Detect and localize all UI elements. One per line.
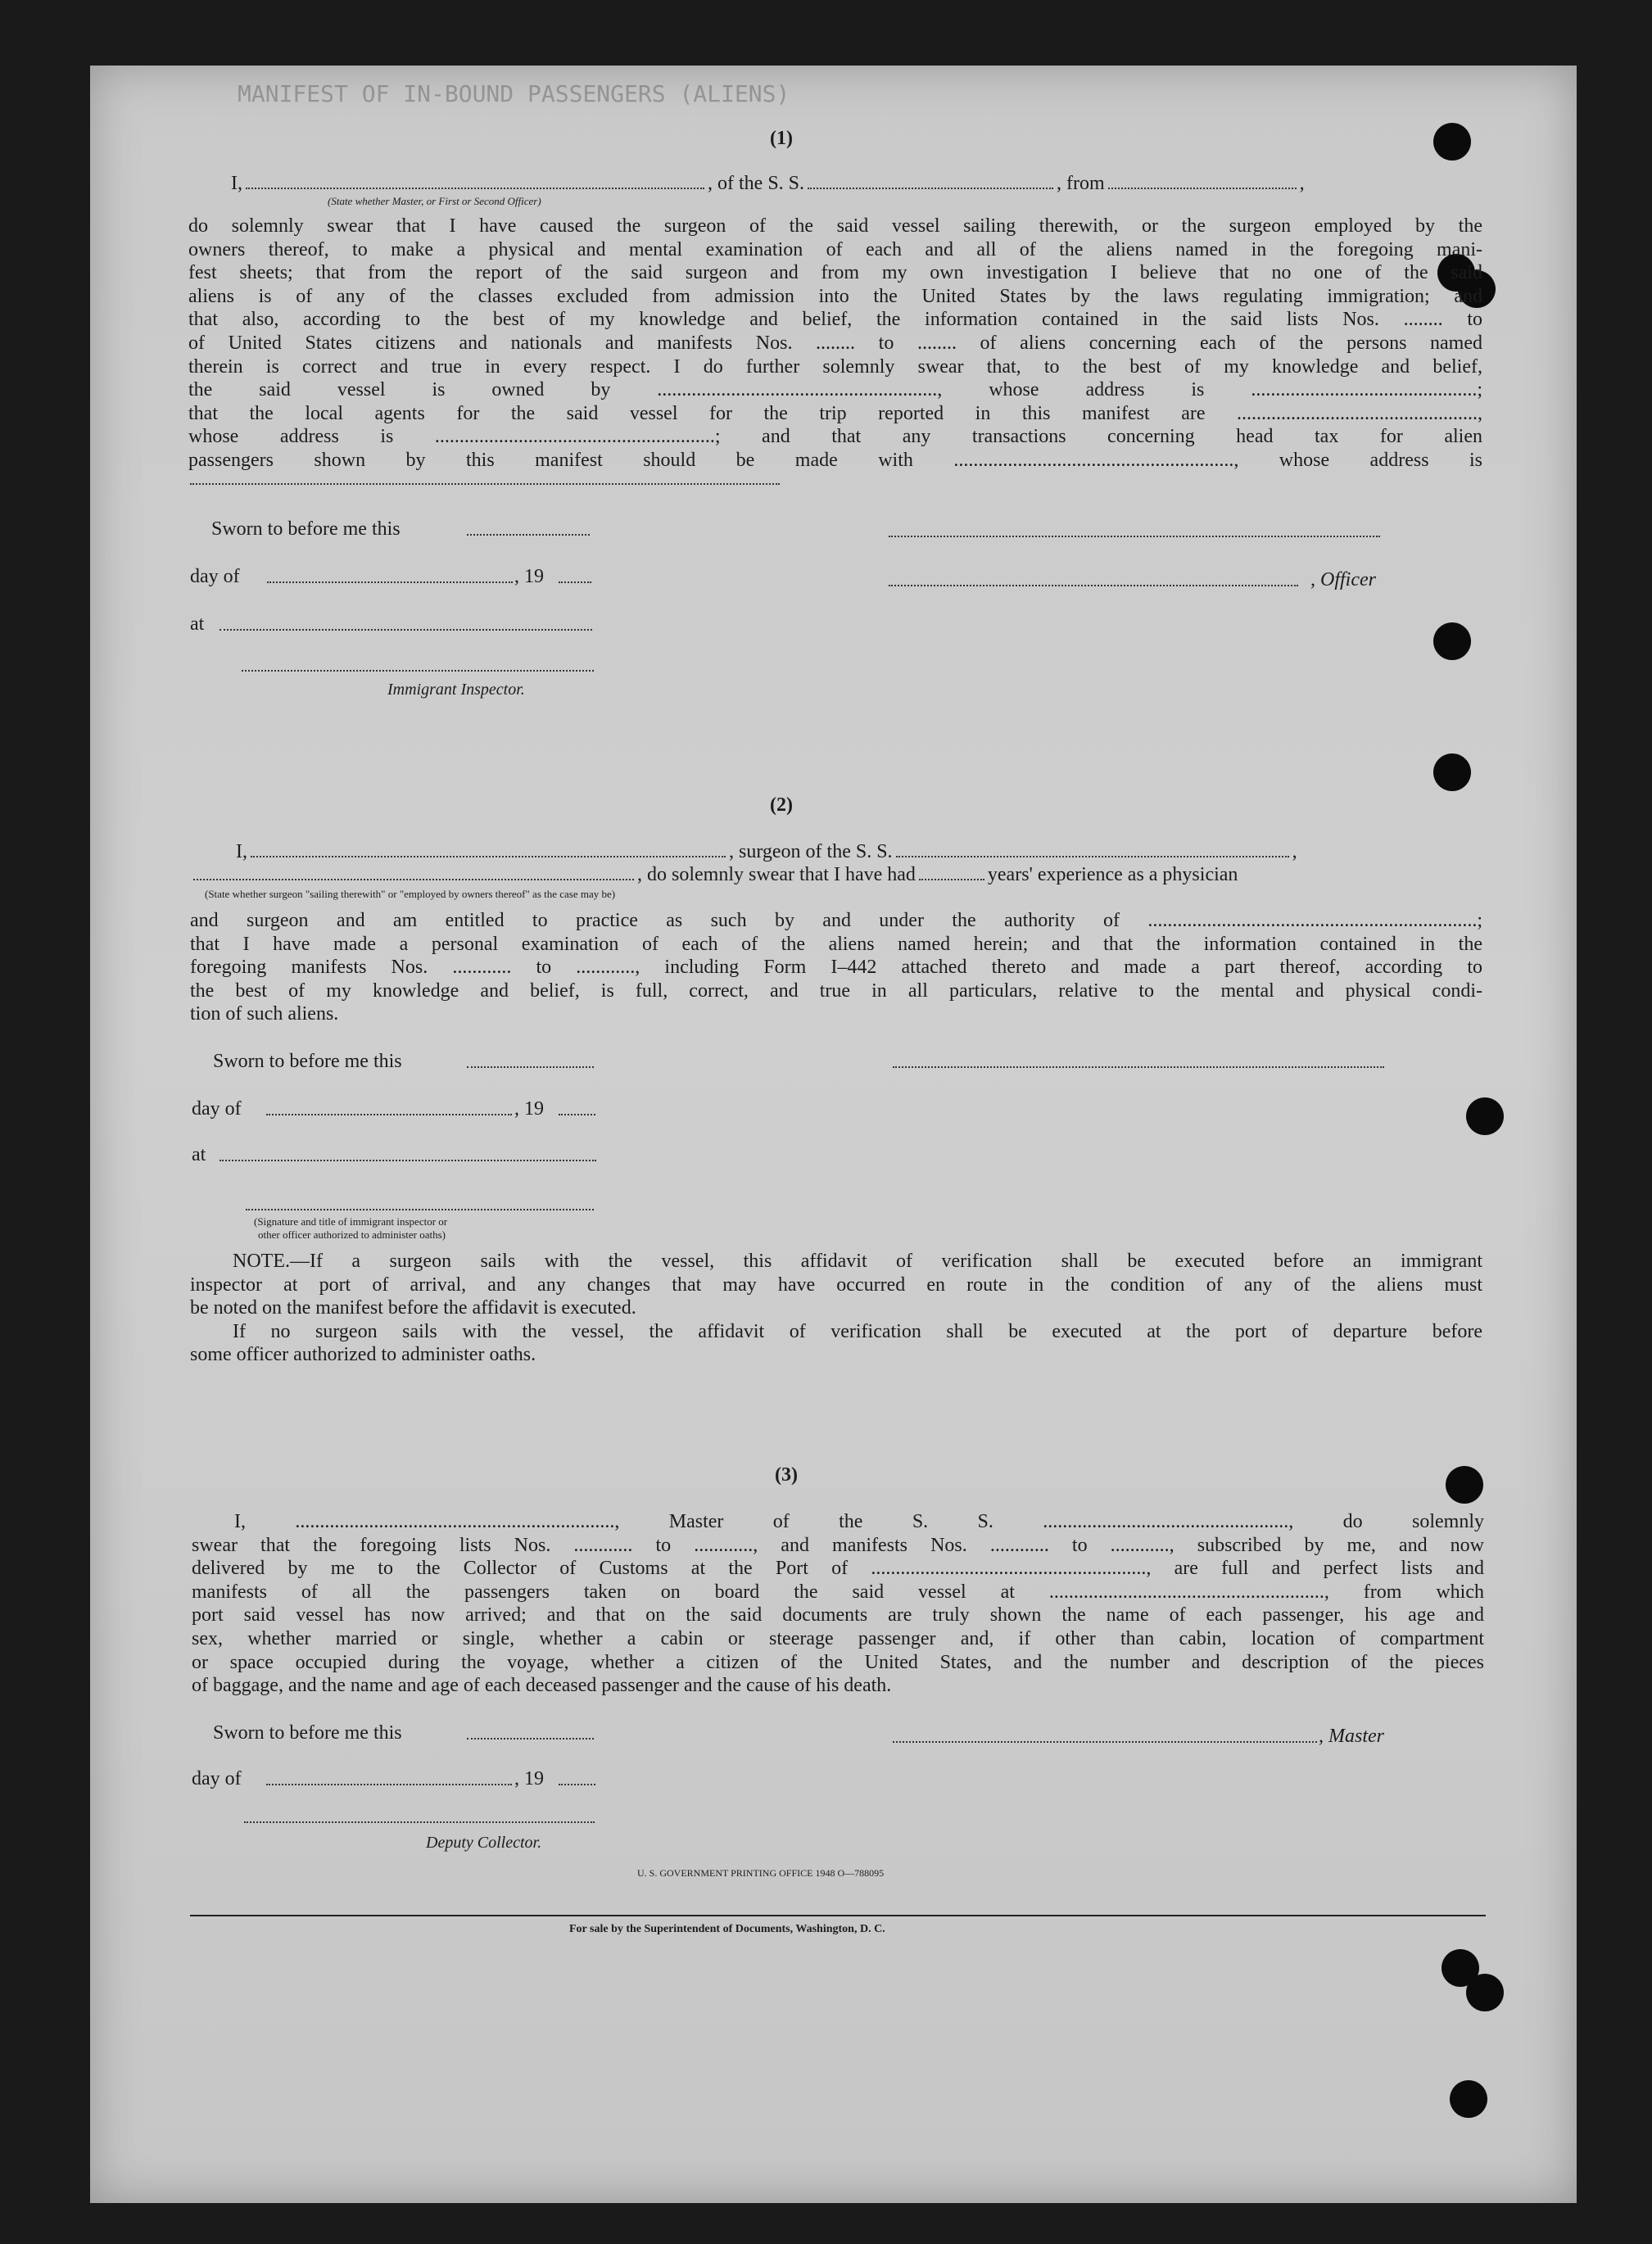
collector-label: Deputy Collector.: [426, 1834, 542, 1852]
of-ss-label: , of the S. S.: [708, 173, 805, 194]
year-field[interactable]: [559, 581, 591, 583]
sworn-date-field-3[interactable]: [467, 1738, 594, 1740]
binder-hole: [1466, 1974, 1504, 2011]
at-field-2[interactable]: [220, 1160, 596, 1161]
footer-rule: [190, 1915, 1486, 1916]
surgeon-vessel-field[interactable]: [896, 841, 1289, 857]
master-signature-field[interactable]: [893, 1741, 1317, 1743]
section-2-second-line: , do solemnly swear that I have had years' experience as a physician: [190, 863, 1238, 886]
surgeon-status-field[interactable]: [193, 864, 634, 880]
surgeon-caption: (State whether surgeon "sailing therewith" or "employed by owners thereof" as the case may be): [205, 888, 616, 900]
sworn-label-2: Sworn to before me this: [213, 1051, 402, 1072]
bleed-through: MANIFEST OF IN-BOUND PASSENGERS (ALIENS): [238, 80, 790, 107]
inspector-label: Immigrant Inspector.: [387, 681, 525, 699]
inspector-signature-field-2[interactable]: [246, 1209, 594, 1210]
officer-signature-field[interactable]: [889, 536, 1380, 537]
officer-label: , Officer: [1310, 569, 1376, 590]
year-field-2[interactable]: [559, 1114, 595, 1115]
address-field[interactable]: [190, 483, 780, 485]
day-of-field[interactable]: [267, 581, 513, 583]
year-label-2: , 19: [514, 1098, 544, 1120]
section-1-opening-line: I, , of the S. S. , from ,: [231, 173, 1305, 194]
day-of-label-3: day of: [192, 1768, 242, 1789]
section-3-number: (3): [775, 1464, 798, 1486]
section-2-opening-line: I, , surgeon of the S. S. ,: [236, 841, 1297, 862]
section-1-number: (1): [770, 128, 793, 149]
sworn-date-field[interactable]: [467, 534, 590, 536]
binder-hole: [1466, 1097, 1504, 1135]
sworn-label-3: Sworn to before me this: [213, 1722, 402, 1744]
at-label-2: at: [192, 1144, 206, 1165]
binder-hole: [1446, 1466, 1483, 1504]
from-label: , from: [1057, 173, 1105, 194]
day-of-label-2: day of: [192, 1098, 242, 1120]
surgeon-name-field[interactable]: [251, 841, 726, 857]
binder-hole: [1433, 123, 1471, 161]
officer-caption: (State whether Master, or First or Second Officer): [328, 195, 541, 207]
binder-hole: [1433, 753, 1471, 791]
year-field-3[interactable]: [559, 1784, 595, 1785]
section-3-oath-text: I, ................................................................., Master of the S. S. .................................................., do solemnly swear that the foregoing lists Nos. ............ to ............, and manifests Nos. ............ to ............, subscribed by me, and now delivered by me to the Collector of Customs at the Port of ........................................................, are full and perfect lists and manifests of all the passengers taken on board the said vessel at ........................................................, from which port said vessel has now arrived; and that on the said documents are truly shown the name of each passenger, his age and sex, whether married or single, whether a cabin or steerage passenger and, if other than cabin, location of compartment or space occupied during the voyage, whether a citizen of the United States, and the number and description of the pieces of baggage, and the name and age of each deceased passenger and the cause of his death.: [192, 1511, 1484, 1697]
sworn-date-field-2[interactable]: [467, 1066, 594, 1068]
for-sale-notice: For sale by the Superintendent of Documents, Washington, D. C.: [569, 1923, 885, 1935]
collector-signature-field[interactable]: [244, 1821, 595, 1823]
form-page: [90, 66, 1577, 2203]
years-field[interactable]: [919, 864, 984, 880]
binder-hole: [1450, 2080, 1487, 2118]
vessel-name-field[interactable]: [808, 173, 1053, 189]
section-1-oath-text: do solemnly swear that I have caused the surgeon of the said vessel sailing therewith, or the surgeon employed by the owners thereof, to make a physical and mental examination of each and all of the aliens named in the foregoing mani- fest sheets; that from the report of the said surgeon and from my own investigation I believe that no one of the said aliens is of any of the classes excluded from admission into the United States by the laws regulating immigration; and that also, according to the best of my knowledge and belief, the information contained in the said lists Nos. ........ to of United States citizens and nationals and manifests Nos. ........ to ........ of aliens concerning each of the persons named therein is correct and true in every respect. I do further solemnly swear that, to the best of my knowledge and belief, the said vessel is owned by ........................................................., whose address is ..............................................; that the local agents for the said vessel for the trip reported in this manifest are ................................................., whose address is .........................................................; and that any transactions concerning head tax for alien passengers shown by this manifest should be made with ........................................................., whose address is: [188, 215, 1482, 471]
note-text: NOTE.—If a surgeon sails with the vessel, this affidavit of verification shall be executed before an immigrant inspector at port of arrival, and any changes that may have occurred en route in the condition of any of the aliens must be noted on the manifest before the affidavit is executed. If no surgeon sails with the vessel, the affidavit of verification shall be executed at the port of departure before some officer authorized to administer oaths.: [190, 1251, 1482, 1366]
sig-caption-2: other officer authorized to administer oaths): [258, 1228, 446, 1241]
section-2-number: (2): [770, 794, 793, 816]
surgeon-signature-field[interactable]: [893, 1066, 1384, 1068]
section-2-oath-text: and surgeon and am entitled to practice as such by and under the authority of ...................................................................; that I have made a personal examination of each of the aliens named herein; and that the information contained in the foregoing manifests Nos. ............ to ............, including Form I–442 attached thereto and made a part thereof, according to the best of my knowledge and belief, is full, correct, and true in all particulars, relative to the mental and physical condi- tion of such aliens.: [190, 910, 1482, 1025]
sig-caption-1: (Signature and title of immigrant inspector or: [254, 1215, 448, 1228]
binder-hole: [1433, 622, 1471, 660]
from-port-field[interactable]: [1108, 173, 1297, 189]
at-label: at: [190, 613, 205, 635]
officer-name-field[interactable]: [889, 585, 1298, 586]
at-field[interactable]: [220, 629, 592, 631]
inspector-signature-field[interactable]: [242, 670, 594, 672]
year-label-3: , 19: [514, 1768, 544, 1789]
sworn-label: Sworn to before me this: [211, 518, 401, 540]
i-label: I,: [231, 173, 242, 194]
day-of-field-2[interactable]: [266, 1114, 512, 1115]
printing-office-imprint: U. S. GOVERNMENT PRINTING OFFICE 1948 O—788095: [637, 1867, 885, 1879]
year-label: , 19: [514, 566, 544, 587]
officer-title-field[interactable]: [246, 173, 704, 189]
day-of-label: day of: [190, 566, 240, 587]
master-label: , Master: [1319, 1726, 1384, 1747]
day-of-field-3[interactable]: [266, 1784, 512, 1785]
